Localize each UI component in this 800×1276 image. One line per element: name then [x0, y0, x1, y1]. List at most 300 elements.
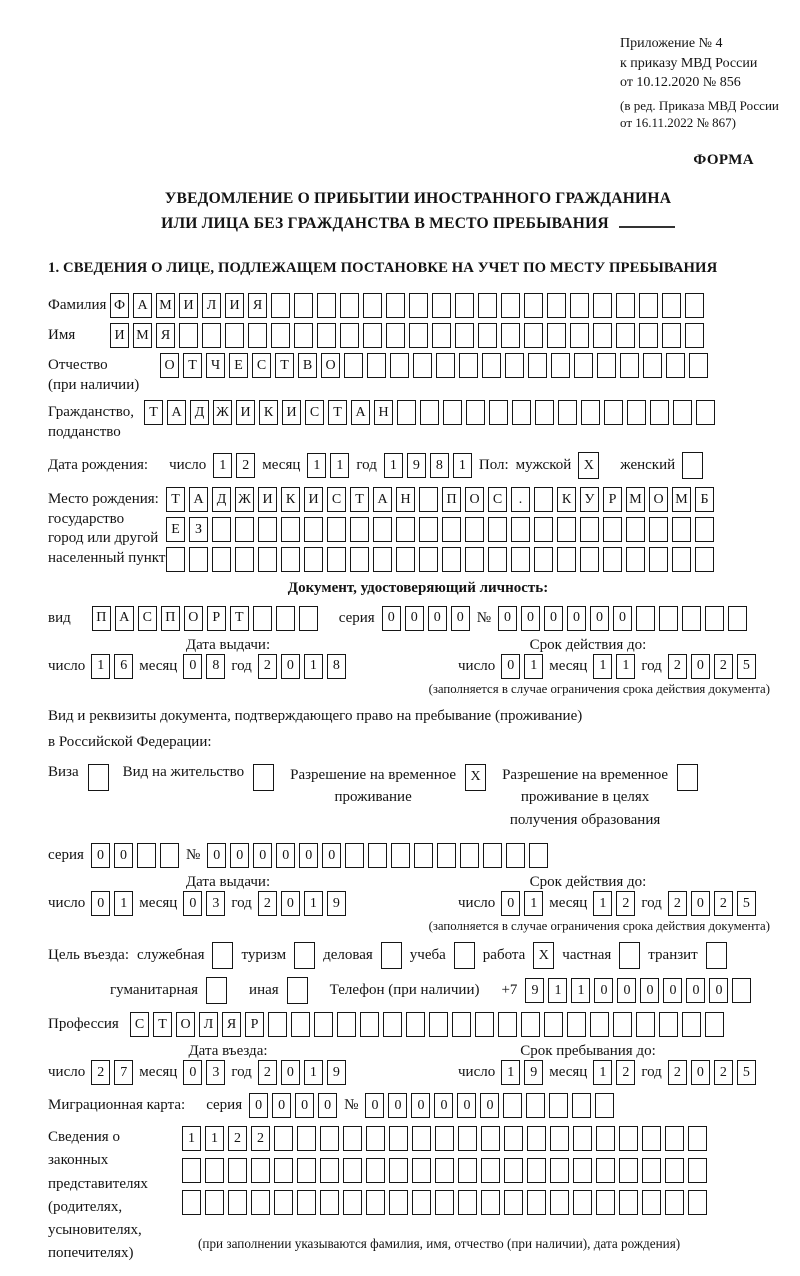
char-box[interactable]: 1 — [524, 654, 543, 679]
char-box[interactable] — [688, 1190, 707, 1215]
char-box[interactable] — [636, 1012, 655, 1037]
char-box[interactable]: 5 — [737, 891, 756, 916]
char-box[interactable] — [642, 1126, 661, 1151]
char-box[interactable] — [412, 1190, 431, 1215]
char-box[interactable] — [482, 353, 501, 378]
char-box[interactable] — [511, 547, 530, 572]
char-box[interactable] — [182, 1158, 201, 1183]
char-box[interactable] — [452, 1012, 471, 1037]
char-box[interactable] — [179, 323, 198, 348]
char-box[interactable] — [160, 843, 179, 868]
identity-issue-year[interactable] — [258, 654, 346, 679]
char-box[interactable]: 1 — [304, 891, 323, 916]
char-box[interactable] — [544, 1012, 563, 1037]
char-box[interactable]: Ж — [213, 400, 232, 425]
char-box[interactable]: А — [167, 400, 186, 425]
char-box[interactable] — [616, 293, 635, 318]
char-box[interactable] — [343, 1190, 362, 1215]
profession-boxes[interactable] — [130, 1012, 724, 1037]
char-box[interactable] — [570, 323, 589, 348]
char-box[interactable]: О — [649, 487, 668, 512]
char-box[interactable]: 2 — [714, 654, 733, 679]
char-box[interactable]: А — [115, 606, 134, 631]
char-box[interactable] — [732, 978, 751, 1003]
char-box[interactable] — [228, 1190, 247, 1215]
char-box[interactable] — [327, 517, 346, 542]
char-box[interactable] — [419, 547, 438, 572]
char-box[interactable] — [206, 977, 227, 1004]
char-box[interactable] — [419, 487, 438, 512]
char-box[interactable]: 1 — [213, 453, 232, 478]
char-box[interactable]: 1 — [593, 891, 612, 916]
char-box[interactable] — [534, 487, 553, 512]
char-box[interactable]: X — [578, 452, 599, 479]
temp-residence-checkbox[interactable] — [465, 764, 486, 791]
char-box[interactable]: 2 — [714, 891, 733, 916]
char-box[interactable] — [414, 843, 433, 868]
char-box[interactable]: 1 — [182, 1126, 201, 1151]
char-box[interactable] — [381, 942, 402, 969]
char-box[interactable] — [268, 1012, 287, 1037]
char-box[interactable]: 0 — [590, 606, 609, 631]
char-box[interactable]: О — [184, 606, 203, 631]
char-box[interactable] — [366, 1126, 385, 1151]
char-box[interactable] — [419, 517, 438, 542]
char-box[interactable] — [363, 323, 382, 348]
char-box[interactable] — [728, 606, 747, 631]
char-box[interactable]: 0 — [617, 978, 636, 1003]
char-box[interactable]: П — [442, 487, 461, 512]
char-box[interactable]: Р — [245, 1012, 264, 1037]
char-box[interactable] — [642, 1158, 661, 1183]
char-box[interactable]: 0 — [691, 1060, 710, 1085]
char-box[interactable] — [253, 764, 274, 791]
char-box[interactable] — [636, 606, 655, 631]
char-box[interactable] — [662, 323, 681, 348]
char-box[interactable] — [251, 1158, 270, 1183]
char-box[interactable] — [672, 517, 691, 542]
char-box[interactable] — [672, 547, 691, 572]
char-box[interactable] — [527, 1126, 546, 1151]
char-box[interactable] — [435, 1158, 454, 1183]
char-box[interactable] — [373, 547, 392, 572]
char-box[interactable]: 0 — [114, 843, 133, 868]
char-box[interactable]: 1 — [593, 654, 612, 679]
char-box[interactable]: 1 — [571, 978, 590, 1003]
char-box[interactable] — [291, 1012, 310, 1037]
char-box[interactable] — [659, 1012, 678, 1037]
char-box[interactable] — [619, 1190, 638, 1215]
char-box[interactable]: И — [304, 487, 323, 512]
entry-month[interactable] — [183, 1060, 225, 1085]
char-box[interactable]: 2 — [251, 1126, 270, 1151]
char-box[interactable] — [557, 547, 576, 572]
char-box[interactable]: 0 — [183, 1060, 202, 1085]
char-box[interactable] — [435, 1126, 454, 1151]
char-box[interactable]: Н — [396, 487, 415, 512]
char-box[interactable]: Я — [222, 1012, 241, 1037]
char-box[interactable]: 8 — [327, 654, 346, 679]
char-box[interactable]: С — [305, 400, 324, 425]
char-box[interactable] — [550, 1190, 569, 1215]
char-box[interactable]: 0 — [281, 891, 300, 916]
char-box[interactable] — [274, 1190, 293, 1215]
char-box[interactable]: О — [160, 353, 179, 378]
char-box[interactable] — [662, 293, 681, 318]
char-box[interactable] — [511, 517, 530, 542]
char-box[interactable]: 2 — [236, 453, 255, 478]
char-box[interactable]: 0 — [230, 843, 249, 868]
char-box[interactable] — [527, 1190, 546, 1215]
char-box[interactable] — [317, 293, 336, 318]
char-box[interactable] — [443, 400, 462, 425]
char-box[interactable] — [251, 1190, 270, 1215]
char-box[interactable] — [547, 323, 566, 348]
char-box[interactable] — [390, 353, 409, 378]
char-box[interactable] — [558, 400, 577, 425]
char-box[interactable] — [459, 353, 478, 378]
char-box[interactable] — [534, 517, 553, 542]
char-box[interactable] — [368, 843, 387, 868]
birth-day-boxes[interactable] — [213, 453, 255, 478]
char-box[interactable]: 0 — [299, 843, 318, 868]
char-box[interactable]: И — [236, 400, 255, 425]
char-box[interactable]: 1 — [524, 891, 543, 916]
char-box[interactable] — [650, 400, 669, 425]
char-box[interactable] — [580, 517, 599, 542]
char-box[interactable] — [570, 293, 589, 318]
birth-month-boxes[interactable] — [307, 453, 349, 478]
char-box[interactable] — [212, 547, 231, 572]
residence-series-boxes[interactable] — [91, 843, 179, 868]
char-box[interactable]: 0 — [253, 843, 272, 868]
char-box[interactable]: 5 — [737, 654, 756, 679]
purpose-other-checkbox[interactable] — [287, 977, 308, 1004]
char-box[interactable] — [682, 1012, 701, 1037]
char-box[interactable]: 1 — [205, 1126, 224, 1151]
char-box[interactable]: 2 — [668, 891, 687, 916]
char-box[interactable] — [429, 1012, 448, 1037]
char-box[interactable] — [489, 400, 508, 425]
char-box[interactable]: 7 — [114, 1060, 133, 1085]
identity-valid-year[interactable] — [668, 654, 756, 679]
char-box[interactable] — [557, 517, 576, 542]
char-box[interactable]: 8 — [206, 654, 225, 679]
char-box[interactable] — [547, 293, 566, 318]
char-box[interactable] — [528, 353, 547, 378]
char-box[interactable] — [504, 1126, 523, 1151]
char-box[interactable] — [274, 1158, 293, 1183]
char-box[interactable] — [573, 1158, 592, 1183]
char-box[interactable] — [639, 323, 658, 348]
char-box[interactable] — [659, 606, 678, 631]
char-box[interactable] — [593, 323, 612, 348]
char-box[interactable] — [574, 353, 593, 378]
char-box[interactable]: Л — [199, 1012, 218, 1037]
char-box[interactable] — [593, 293, 612, 318]
residence-issue-month[interactable] — [183, 891, 225, 916]
char-box[interactable]: 2 — [228, 1126, 247, 1151]
char-box[interactable] — [432, 323, 451, 348]
char-box[interactable] — [596, 1190, 615, 1215]
residence-valid-year[interactable] — [668, 891, 756, 916]
char-box[interactable] — [535, 400, 554, 425]
char-box[interactable]: А — [133, 293, 152, 318]
purpose-study-checkbox[interactable] — [454, 942, 475, 969]
temp-residence-edu-checkbox[interactable] — [677, 764, 698, 791]
char-box[interactable] — [320, 1190, 339, 1215]
char-box[interactable] — [626, 547, 645, 572]
purpose-work-checkbox[interactable] — [533, 942, 554, 969]
char-box[interactable] — [409, 323, 428, 348]
char-box[interactable]: Т — [144, 400, 163, 425]
purpose-official-checkbox[interactable] — [212, 942, 233, 969]
char-box[interactable] — [314, 1012, 333, 1037]
char-box[interactable] — [643, 353, 662, 378]
char-box[interactable] — [420, 400, 439, 425]
char-box[interactable] — [596, 1126, 615, 1151]
char-box[interactable] — [88, 764, 109, 791]
char-box[interactable] — [406, 1012, 425, 1037]
char-box[interactable] — [202, 323, 221, 348]
char-box[interactable]: 1 — [548, 978, 567, 1003]
purpose-transit-checkbox[interactable] — [706, 942, 727, 969]
char-box[interactable]: 2 — [258, 891, 277, 916]
char-box[interactable] — [478, 293, 497, 318]
char-box[interactable]: 0 — [686, 978, 705, 1003]
char-box[interactable] — [572, 1093, 591, 1118]
name-boxes[interactable] — [110, 323, 704, 348]
char-box[interactable] — [343, 1158, 362, 1183]
char-box[interactable] — [317, 323, 336, 348]
char-box[interactable]: 2 — [91, 1060, 110, 1085]
char-box[interactable]: К — [281, 487, 300, 512]
char-box[interactable] — [620, 353, 639, 378]
char-box[interactable] — [299, 606, 318, 631]
char-box[interactable]: 2 — [616, 1060, 635, 1085]
char-box[interactable] — [649, 517, 668, 542]
char-box[interactable] — [481, 1126, 500, 1151]
char-box[interactable] — [695, 547, 714, 572]
char-box[interactable]: П — [161, 606, 180, 631]
char-box[interactable]: Ф — [110, 293, 129, 318]
char-box[interactable]: 0 — [322, 843, 341, 868]
char-box[interactable]: Ж — [235, 487, 254, 512]
residence-issue-day[interactable] — [91, 891, 133, 916]
char-box[interactable]: С — [327, 487, 346, 512]
char-box[interactable]: 9 — [524, 1060, 543, 1085]
char-box[interactable]: 0 — [709, 978, 728, 1003]
char-box[interactable]: С — [488, 487, 507, 512]
char-box[interactable] — [294, 323, 313, 348]
char-box[interactable]: 0 — [567, 606, 586, 631]
char-box[interactable]: Я — [248, 293, 267, 318]
char-box[interactable]: 0 — [480, 1093, 499, 1118]
birth-place-row1[interactable] — [166, 487, 714, 512]
representatives-row3[interactable] — [182, 1190, 707, 1215]
char-box[interactable]: 0 — [521, 606, 540, 631]
char-box[interactable] — [481, 1158, 500, 1183]
char-box[interactable] — [665, 1126, 684, 1151]
char-box[interactable] — [458, 1190, 477, 1215]
char-box[interactable] — [481, 1190, 500, 1215]
birth-place-row3[interactable] — [166, 547, 714, 572]
char-box[interactable]: О — [321, 353, 340, 378]
char-box[interactable]: 1 — [453, 453, 472, 478]
char-box[interactable]: А — [189, 487, 208, 512]
char-box[interactable] — [281, 517, 300, 542]
char-box[interactable] — [465, 547, 484, 572]
char-box[interactable]: 0 — [91, 891, 110, 916]
char-box[interactable]: 0 — [498, 606, 517, 631]
char-box[interactable]: П — [92, 606, 111, 631]
char-box[interactable]: Д — [212, 487, 231, 512]
char-box[interactable] — [235, 547, 254, 572]
char-box[interactable] — [436, 353, 455, 378]
char-box[interactable]: С — [252, 353, 271, 378]
char-box[interactable]: 0 — [272, 1093, 291, 1118]
char-box[interactable] — [297, 1158, 316, 1183]
char-box[interactable] — [340, 323, 359, 348]
char-box[interactable]: 1 — [307, 453, 326, 478]
char-box[interactable] — [432, 293, 451, 318]
char-box[interactable]: Т — [153, 1012, 172, 1037]
entry-day[interactable] — [91, 1060, 133, 1085]
char-box[interactable] — [458, 1158, 477, 1183]
char-box[interactable]: X — [533, 942, 554, 969]
char-box[interactable] — [688, 1158, 707, 1183]
char-box[interactable] — [597, 353, 616, 378]
char-box[interactable]: 2 — [668, 654, 687, 679]
representatives-row2[interactable] — [182, 1158, 707, 1183]
char-box[interactable] — [665, 1158, 684, 1183]
char-box[interactable]: И — [225, 293, 244, 318]
char-box[interactable] — [682, 452, 703, 479]
char-box[interactable]: С — [130, 1012, 149, 1037]
identity-number-boxes[interactable] — [498, 606, 747, 631]
char-box[interactable]: О — [176, 1012, 195, 1037]
char-box[interactable] — [595, 1093, 614, 1118]
char-box[interactable]: М — [133, 323, 152, 348]
char-box[interactable]: 6 — [114, 654, 133, 679]
char-box[interactable] — [212, 517, 231, 542]
patronymic-boxes[interactable] — [160, 353, 708, 378]
char-box[interactable]: 0 — [183, 654, 202, 679]
char-box[interactable] — [386, 293, 405, 318]
char-box[interactable]: 0 — [207, 843, 226, 868]
char-box[interactable] — [253, 606, 272, 631]
char-box[interactable]: 8 — [430, 453, 449, 478]
char-box[interactable]: Е — [166, 517, 185, 542]
char-box[interactable]: 0 — [501, 891, 520, 916]
char-box[interactable] — [460, 843, 479, 868]
char-box[interactable] — [626, 517, 645, 542]
char-box[interactable] — [225, 323, 244, 348]
char-box[interactable]: 0 — [457, 1093, 476, 1118]
char-box[interactable]: 0 — [281, 654, 300, 679]
char-box[interactable]: 0 — [640, 978, 659, 1003]
representatives-row1[interactable] — [182, 1126, 707, 1151]
residence-number-boxes[interactable] — [207, 843, 548, 868]
char-box[interactable]: 0 — [318, 1093, 337, 1118]
char-box[interactable]: З — [189, 517, 208, 542]
char-box[interactable]: 0 — [276, 843, 295, 868]
char-box[interactable] — [274, 1126, 293, 1151]
char-box[interactable] — [550, 1126, 569, 1151]
sex-female-checkbox[interactable] — [682, 452, 703, 479]
char-box[interactable] — [666, 353, 685, 378]
title-blank-line[interactable] — [619, 211, 675, 228]
phone-boxes[interactable] — [525, 978, 751, 1003]
char-box[interactable] — [506, 843, 525, 868]
char-box[interactable]: 1 — [616, 654, 635, 679]
purpose-business-checkbox[interactable] — [381, 942, 402, 969]
char-box[interactable]: А — [351, 400, 370, 425]
char-box[interactable] — [389, 1126, 408, 1151]
char-box[interactable] — [550, 1158, 569, 1183]
char-box[interactable]: 2 — [668, 1060, 687, 1085]
char-box[interactable]: 2 — [714, 1060, 733, 1085]
char-box[interactable] — [182, 1190, 201, 1215]
char-box[interactable]: 1 — [593, 1060, 612, 1085]
char-box[interactable]: 1 — [330, 453, 349, 478]
char-box[interactable] — [340, 293, 359, 318]
char-box[interactable] — [337, 1012, 356, 1037]
char-box[interactable]: В — [298, 353, 317, 378]
char-box[interactable] — [373, 517, 392, 542]
char-box[interactable] — [248, 323, 267, 348]
char-box[interactable]: 1 — [114, 891, 133, 916]
char-box[interactable] — [396, 547, 415, 572]
char-box[interactable]: 1 — [384, 453, 403, 478]
residence-issue-year[interactable] — [258, 891, 346, 916]
char-box[interactable] — [389, 1190, 408, 1215]
char-box[interactable] — [504, 1158, 523, 1183]
char-box[interactable] — [455, 293, 474, 318]
char-box[interactable] — [320, 1126, 339, 1151]
char-box[interactable] — [483, 843, 502, 868]
char-box[interactable] — [442, 517, 461, 542]
char-box[interactable]: . — [511, 487, 530, 512]
char-box[interactable] — [682, 606, 701, 631]
char-box[interactable]: 0 — [501, 654, 520, 679]
char-box[interactable] — [529, 843, 548, 868]
char-box[interactable]: Л — [202, 293, 221, 318]
char-box[interactable] — [573, 1126, 592, 1151]
char-box[interactable] — [294, 293, 313, 318]
char-box[interactable] — [521, 1012, 540, 1037]
char-box[interactable] — [603, 517, 622, 542]
char-box[interactable]: 3 — [206, 891, 225, 916]
char-box[interactable] — [488, 517, 507, 542]
char-box[interactable]: Я — [156, 323, 175, 348]
char-box[interactable]: Т — [350, 487, 369, 512]
char-box[interactable]: Т — [166, 487, 185, 512]
char-box[interactable] — [435, 1190, 454, 1215]
char-box[interactable] — [604, 400, 623, 425]
char-box[interactable]: 0 — [613, 606, 632, 631]
char-box[interactable] — [271, 293, 290, 318]
citizenship-boxes[interactable] — [144, 400, 715, 425]
char-box[interactable]: 2 — [258, 1060, 277, 1085]
char-box[interactable] — [688, 1126, 707, 1151]
char-box[interactable] — [383, 1012, 402, 1037]
char-box[interactable] — [396, 517, 415, 542]
char-box[interactable] — [527, 1158, 546, 1183]
char-box[interactable] — [673, 400, 692, 425]
char-box[interactable]: 0 — [663, 978, 682, 1003]
char-box[interactable] — [627, 400, 646, 425]
